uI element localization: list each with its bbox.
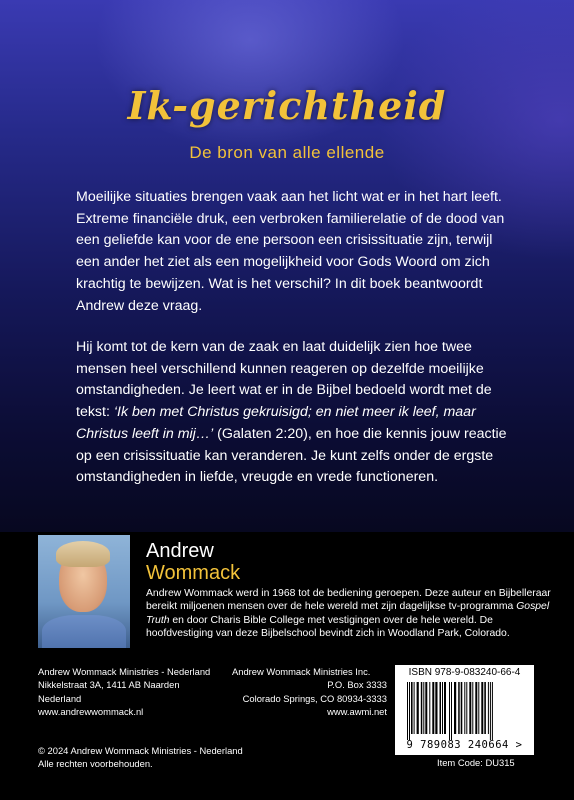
author-bio xyxy=(146,587,556,641)
copyright-notice xyxy=(38,745,243,770)
barcode-bar xyxy=(421,682,423,734)
barcode-bar xyxy=(461,682,463,734)
barcode-bar xyxy=(444,682,446,734)
bio-text: en door Charis Bible College met vestigingen over de hele wereld. De hoofdvestiging van deze Bijbelschool bevindt zich in Woodland Park, Colorado. xyxy=(146,614,510,640)
isbn-label: ISBN 978-9-083240-66-4 xyxy=(408,667,521,678)
barcode-bar xyxy=(466,682,467,734)
barcode-bar xyxy=(454,682,456,734)
barcode-bar xyxy=(429,682,430,734)
barcode-bar xyxy=(414,682,415,734)
address-line: Andrew Wommack Ministries Inc. xyxy=(232,666,371,677)
copyright-line: Alle rechten voorbehouden. xyxy=(38,757,153,769)
barcode-bar xyxy=(492,682,493,740)
book-subtitle: De bron van alle ellende xyxy=(189,143,385,162)
author-photo xyxy=(38,535,130,648)
address-line: Andrew Wommack Ministries - Nederland xyxy=(38,666,211,677)
barcode-bar xyxy=(442,682,443,734)
isbn-barcode xyxy=(395,665,534,755)
barcode-bar xyxy=(451,682,452,740)
address-netherlands xyxy=(38,665,210,719)
blurb-text: (Galaten 2:20), en hoe die kennis jouw reactie op een crisissituatie kan veranderen. Je kunt zelfs onder de ergste omstandigheden in liefde, vreugde en vrede functioneren. xyxy=(76,425,507,486)
address-usa xyxy=(232,665,387,719)
author-photo-hair xyxy=(56,541,110,567)
barcode-bar xyxy=(481,682,483,734)
blurb-text: Hij komt tot de kern van de zaak en laat duidelijk zien hoe twee mensen heel verschillend kunnen reageren op dezelfde moeilijke omstandigheden. Je leert wat er in de Bijbel bedoeld wordt met de tekst: xyxy=(76,339,492,421)
blurb-paragraph-2 xyxy=(76,337,512,489)
author-photo-shirt xyxy=(42,615,126,648)
barcode-bar xyxy=(407,682,408,740)
barcode-bar xyxy=(488,682,489,734)
author-first-name: Andrew xyxy=(146,540,214,562)
barcode-bar xyxy=(432,682,434,734)
copyright-line: © 2024 Andrew Wommack Ministries - Nederland xyxy=(38,745,243,756)
barcode-bar xyxy=(425,682,427,734)
barcode-bar xyxy=(449,682,450,740)
website-link: www.awmi.net xyxy=(327,706,387,718)
website-link: www.andrewwommack.nl xyxy=(38,706,144,718)
barcode-bar xyxy=(411,682,413,734)
barcode-bar xyxy=(472,682,473,734)
author-last-name: Wommack xyxy=(146,562,241,584)
barcode-bar xyxy=(409,682,410,740)
barcode-bar xyxy=(423,682,424,734)
barcode-bar xyxy=(478,682,479,734)
scripture-quote: ‘Ik ben met Christus gekruisigd; en niet meer ik leef, maar Christus leeft in mij…’ xyxy=(76,404,476,442)
address-line: P.O. Box 3333 xyxy=(327,679,387,691)
barcode-bar xyxy=(458,682,460,734)
barcode-bars-icon xyxy=(405,682,529,740)
book-title: Ik-gerichtheid xyxy=(127,83,447,128)
barcode-bar xyxy=(469,682,471,734)
item-code: Item Code: DU315 xyxy=(437,757,515,768)
address-line: Nikkelstraat 3A, 1411 AB Naarden xyxy=(38,679,180,691)
barcode-bar xyxy=(440,682,442,734)
blurb-paragraph-1: Moeilijke situaties brengen vaak aan het licht wat er in het hart leeft. Extreme financiële druk, een verbroken familierelatie of de dood van een geliefde kan voor de ene persoon een crisissituatie zijn, terwijl een ander het ziet als een mogelijkheid voor Gods Woord om zich krachtig te bewijzen. Wat is het verschil? In dit boek beantwoordt Andrew deze vraag. xyxy=(76,189,505,314)
barcode-bar xyxy=(435,682,437,734)
barcode-bar xyxy=(490,682,491,740)
barcode-bar xyxy=(484,682,486,734)
address-line: Colorado Springs, CO 80934-3333 xyxy=(242,692,387,704)
barcode-bar xyxy=(475,682,477,734)
barcode-bar xyxy=(417,682,419,734)
barcode-digits: 9 789083 240664 > xyxy=(406,739,523,751)
bio-text: Andrew Wommack werd in 1968 tot de bediening geroepen. Deze auteur en Bijbelleraar bereikt miljoenen mensen over de hele wereld met zijn dagelijkse tv-programma xyxy=(146,588,551,613)
barcode-bar xyxy=(464,682,465,734)
address-line: Nederland xyxy=(38,692,82,704)
tv-show-name: Gospel Truth xyxy=(146,601,550,626)
